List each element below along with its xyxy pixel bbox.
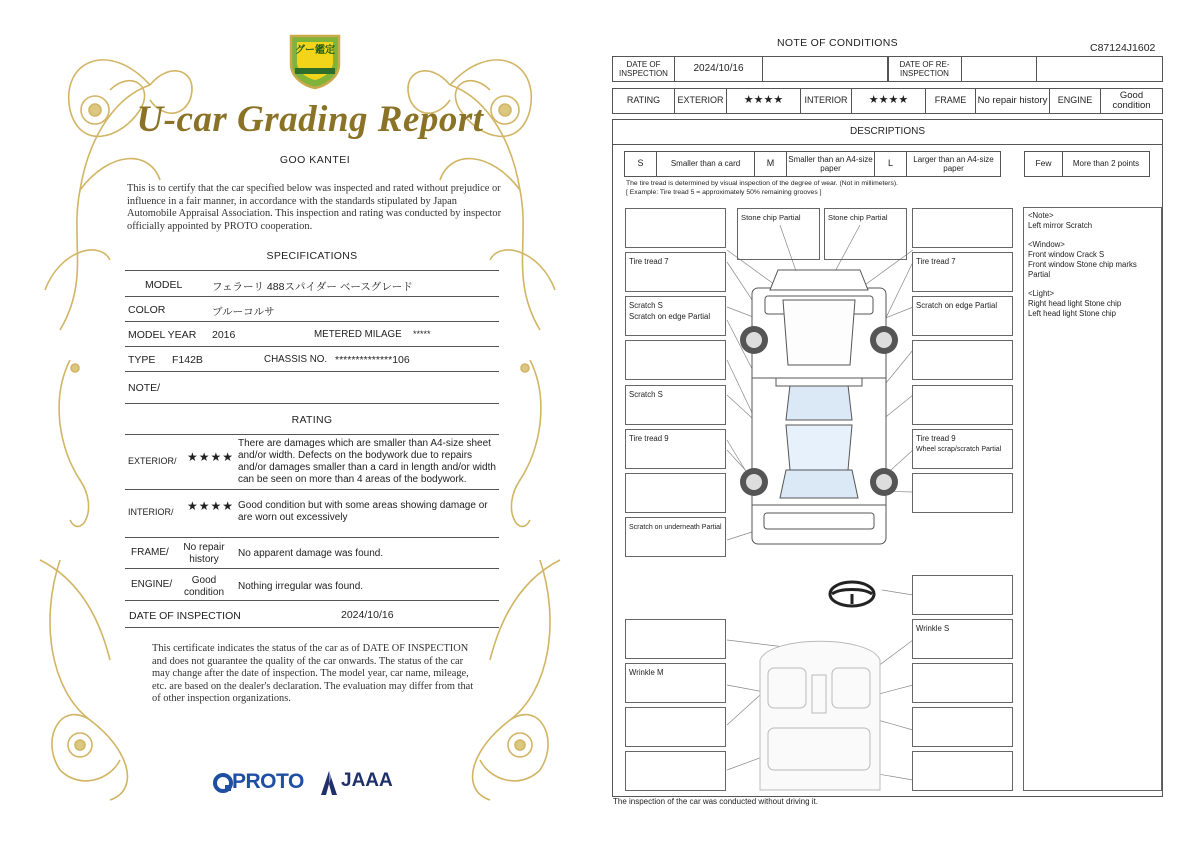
legend-few: Few	[1024, 151, 1063, 177]
report-title: U-car Grading Report	[136, 99, 484, 140]
exterior-stars: ★★★★	[187, 450, 235, 464]
damage-box-empty	[625, 208, 726, 248]
model-year-value: 2016	[212, 329, 236, 341]
light-heading: <Light>	[1028, 289, 1055, 299]
damage-text: Scratch S	[629, 390, 663, 399]
specifications-heading: SPECIFICATIONS	[266, 250, 358, 262]
damage-text: Scratch S	[629, 301, 663, 310]
divider	[125, 321, 499, 322]
damage-text: Tire tread 9	[629, 434, 669, 443]
damage-box	[625, 517, 726, 557]
damage-text: Scratch on underneath Partial	[629, 524, 722, 531]
damage-box	[912, 296, 1013, 336]
divider	[125, 403, 499, 404]
damage-text: Wheel scrap/scratch Partial	[916, 446, 1002, 453]
damage-box	[625, 385, 726, 425]
damage-text: Tire tread 7	[629, 257, 669, 266]
legend-l: L	[874, 151, 907, 177]
damage-box	[625, 296, 726, 336]
note-heading: <Note>	[1028, 211, 1054, 220]
window-line: Front window Stone chip marks Partial	[1028, 259, 1137, 279]
engine-value: Good condition	[183, 575, 225, 598]
damage-box-empty	[912, 473, 1013, 513]
light-line: Right head light Stone chip	[1028, 299, 1122, 309]
type-value: F142B	[172, 354, 203, 366]
damage-box-empty	[912, 663, 1013, 703]
damage-box	[625, 252, 726, 292]
divider	[125, 296, 499, 297]
engine-description: Nothing irregular was found.	[238, 581, 364, 592]
interior-stars: ★★★★	[851, 88, 926, 114]
damage-text: Scratch on edge Partial	[629, 312, 711, 321]
note-label: NOTE/	[128, 382, 161, 394]
damage-text: Stone chip Partial	[741, 213, 801, 222]
damage-box	[912, 619, 1013, 659]
damage-box-empty	[912, 707, 1013, 747]
jaaa-logo: JAAA	[341, 770, 393, 791]
badge-text: グー鑑定	[295, 45, 335, 56]
engine-label: ENGINE	[1049, 88, 1101, 114]
note-line: Left mirror Scratch	[1028, 220, 1093, 230]
damage-text: Stone chip Partial	[828, 213, 888, 222]
divider	[125, 537, 499, 538]
damage-box	[912, 429, 1013, 469]
damage-box-empty	[625, 619, 726, 659]
footer-note: The inspection of the car was conducted without driving it.	[613, 797, 818, 806]
damage-box-empty	[625, 340, 726, 380]
divider	[125, 270, 499, 271]
exterior-description: There are damages which are smaller than A4-size sheet and/or width. Defects on the bodywork due to repairs and/or damages smaller than a card in length and/or width can be seen on more than 4 areas of the bodywork.	[238, 438, 496, 485]
divider	[125, 489, 499, 490]
interior-label: INTERIOR/	[128, 507, 174, 517]
notes-panel	[1023, 207, 1162, 791]
damage-text: Tire tread 9	[916, 434, 956, 443]
type-label: TYPE	[128, 354, 156, 366]
color-label: COLOR	[128, 304, 166, 316]
legend-s-desc: Smaller than a card	[656, 151, 755, 177]
reinspection-label: DATE OF RE-INSPECTION	[887, 56, 962, 82]
light-line: Left head light Stone chip	[1028, 308, 1116, 318]
rating-label: RATING	[612, 88, 675, 114]
date-of-inspection-value: 2024/10/16	[674, 56, 763, 82]
frame-label: FRAME	[925, 88, 976, 114]
document-number: C87124J1602	[1090, 42, 1156, 54]
legend-m-desc: Smaller than an A4-size paper	[786, 151, 875, 177]
certify-paragraph: This is to certify that the car specified below was inspected and rated without prejudice or influence in a fair manner, in accordance with the standards stipulated by Japan Automobile Appraisal Association. This inspection and rating was conducted by inspector officially appointed by PROTO cooperation.	[127, 183, 502, 232]
frame-label: FRAME/	[131, 547, 169, 558]
proto-logo-icon	[212, 772, 234, 794]
divider	[125, 600, 499, 601]
mileage-label: METERED MILAGE	[314, 329, 402, 340]
jaaa-logo-icon	[319, 770, 339, 796]
divider	[125, 568, 499, 569]
damage-box	[625, 663, 726, 703]
report-subtitle: GOO KANTEI	[279, 154, 351, 166]
window-heading: <Window>	[1028, 240, 1065, 250]
model-value: フェラーリ 488スパイダー ベースグレード	[212, 281, 413, 293]
exterior-label: EXTERIOR	[674, 88, 727, 114]
tire-note-line-1: The tire tread is determined by visual inspection of the degree of wear. (Not in millimeters).	[626, 180, 898, 187]
engine-label: ENGINE/	[131, 579, 173, 590]
noc-heading: NOTE OF CONDITIONS	[777, 37, 898, 49]
tire-note-line-2: [ Example: Tire tread 5 = approximately 50% remaining grooves ]	[626, 188, 822, 196]
window-line: Front window Crack S	[1028, 250, 1105, 260]
note-of-conditions	[600, 0, 1200, 848]
damage-text: Tire tread 7	[916, 257, 956, 266]
divider	[125, 434, 499, 435]
chassis-label: CHASSIS NO.	[264, 354, 328, 365]
interior-description: Good condition but with some areas showing damage or are worn out excessively	[238, 500, 488, 523]
date-of-inspection-label: DATE OF INSPECTION	[612, 56, 675, 82]
divider	[125, 627, 499, 628]
damage-box	[737, 208, 820, 260]
damage-box-empty	[912, 340, 1013, 380]
goo-kantei-badge-icon	[287, 30, 343, 90]
legend-s: S	[624, 151, 657, 177]
legend-l-desc: Larger than an A4-size paper	[906, 151, 1001, 177]
damage-box	[824, 208, 907, 260]
interior-stars: ★★★★	[187, 499, 235, 513]
legend-m: M	[754, 151, 787, 177]
mileage-value: *****	[413, 329, 431, 339]
rating-heading: RATING	[291, 414, 333, 426]
descriptions-heading: DESCRIPTIONS	[612, 119, 1163, 145]
damage-box	[912, 252, 1013, 292]
date-of-inspection-value: 2024/10/16	[341, 609, 394, 621]
damage-box	[625, 429, 726, 469]
damage-box-empty	[625, 751, 726, 791]
chassis-value: **************106	[335, 354, 410, 366]
damage-box-empty	[912, 385, 1013, 425]
damage-box-empty	[912, 751, 1013, 791]
damage-box-empty	[625, 707, 726, 747]
damage-box-empty	[625, 473, 726, 513]
damage-box-empty	[912, 208, 1013, 248]
exterior-stars: ★★★★	[726, 88, 801, 114]
frame-value: No repair history	[975, 88, 1050, 114]
legend-few-desc: More than 2 points	[1062, 151, 1150, 177]
exterior-label: EXTERIOR/	[128, 456, 177, 466]
date-of-inspection-label: DATE OF INSPECTION	[129, 610, 241, 622]
frame-description: No apparent damage was found.	[238, 548, 384, 559]
damage-box-empty	[912, 575, 1013, 615]
model-year-label: MODEL YEAR	[128, 329, 197, 341]
interior-label: INTERIOR	[800, 88, 852, 114]
divider	[125, 346, 499, 347]
disclaimer-paragraph: This certificate indicates the status of the car as of DATE OF INSPECTION and does not guarantee the quality of the car onwards. The status of the car may change after the date of inspection. The model year, car name, mileage, etc. are based on the dealer's declaration. The evaluation may differ from that of other inspection organizations.	[152, 643, 474, 704]
color-value: ブルーコルサ	[212, 306, 275, 318]
engine-value: Good condition	[1100, 88, 1163, 114]
frame-value: No repair history	[183, 542, 225, 565]
divider	[125, 371, 499, 372]
model-label: MODEL	[145, 279, 183, 291]
damage-text: Scratch on edge Partial	[916, 301, 998, 310]
damage-text: Wrinkle M	[629, 668, 664, 677]
proto-logo: PROTO	[232, 770, 304, 793]
damage-text: Wrinkle S	[916, 624, 950, 633]
